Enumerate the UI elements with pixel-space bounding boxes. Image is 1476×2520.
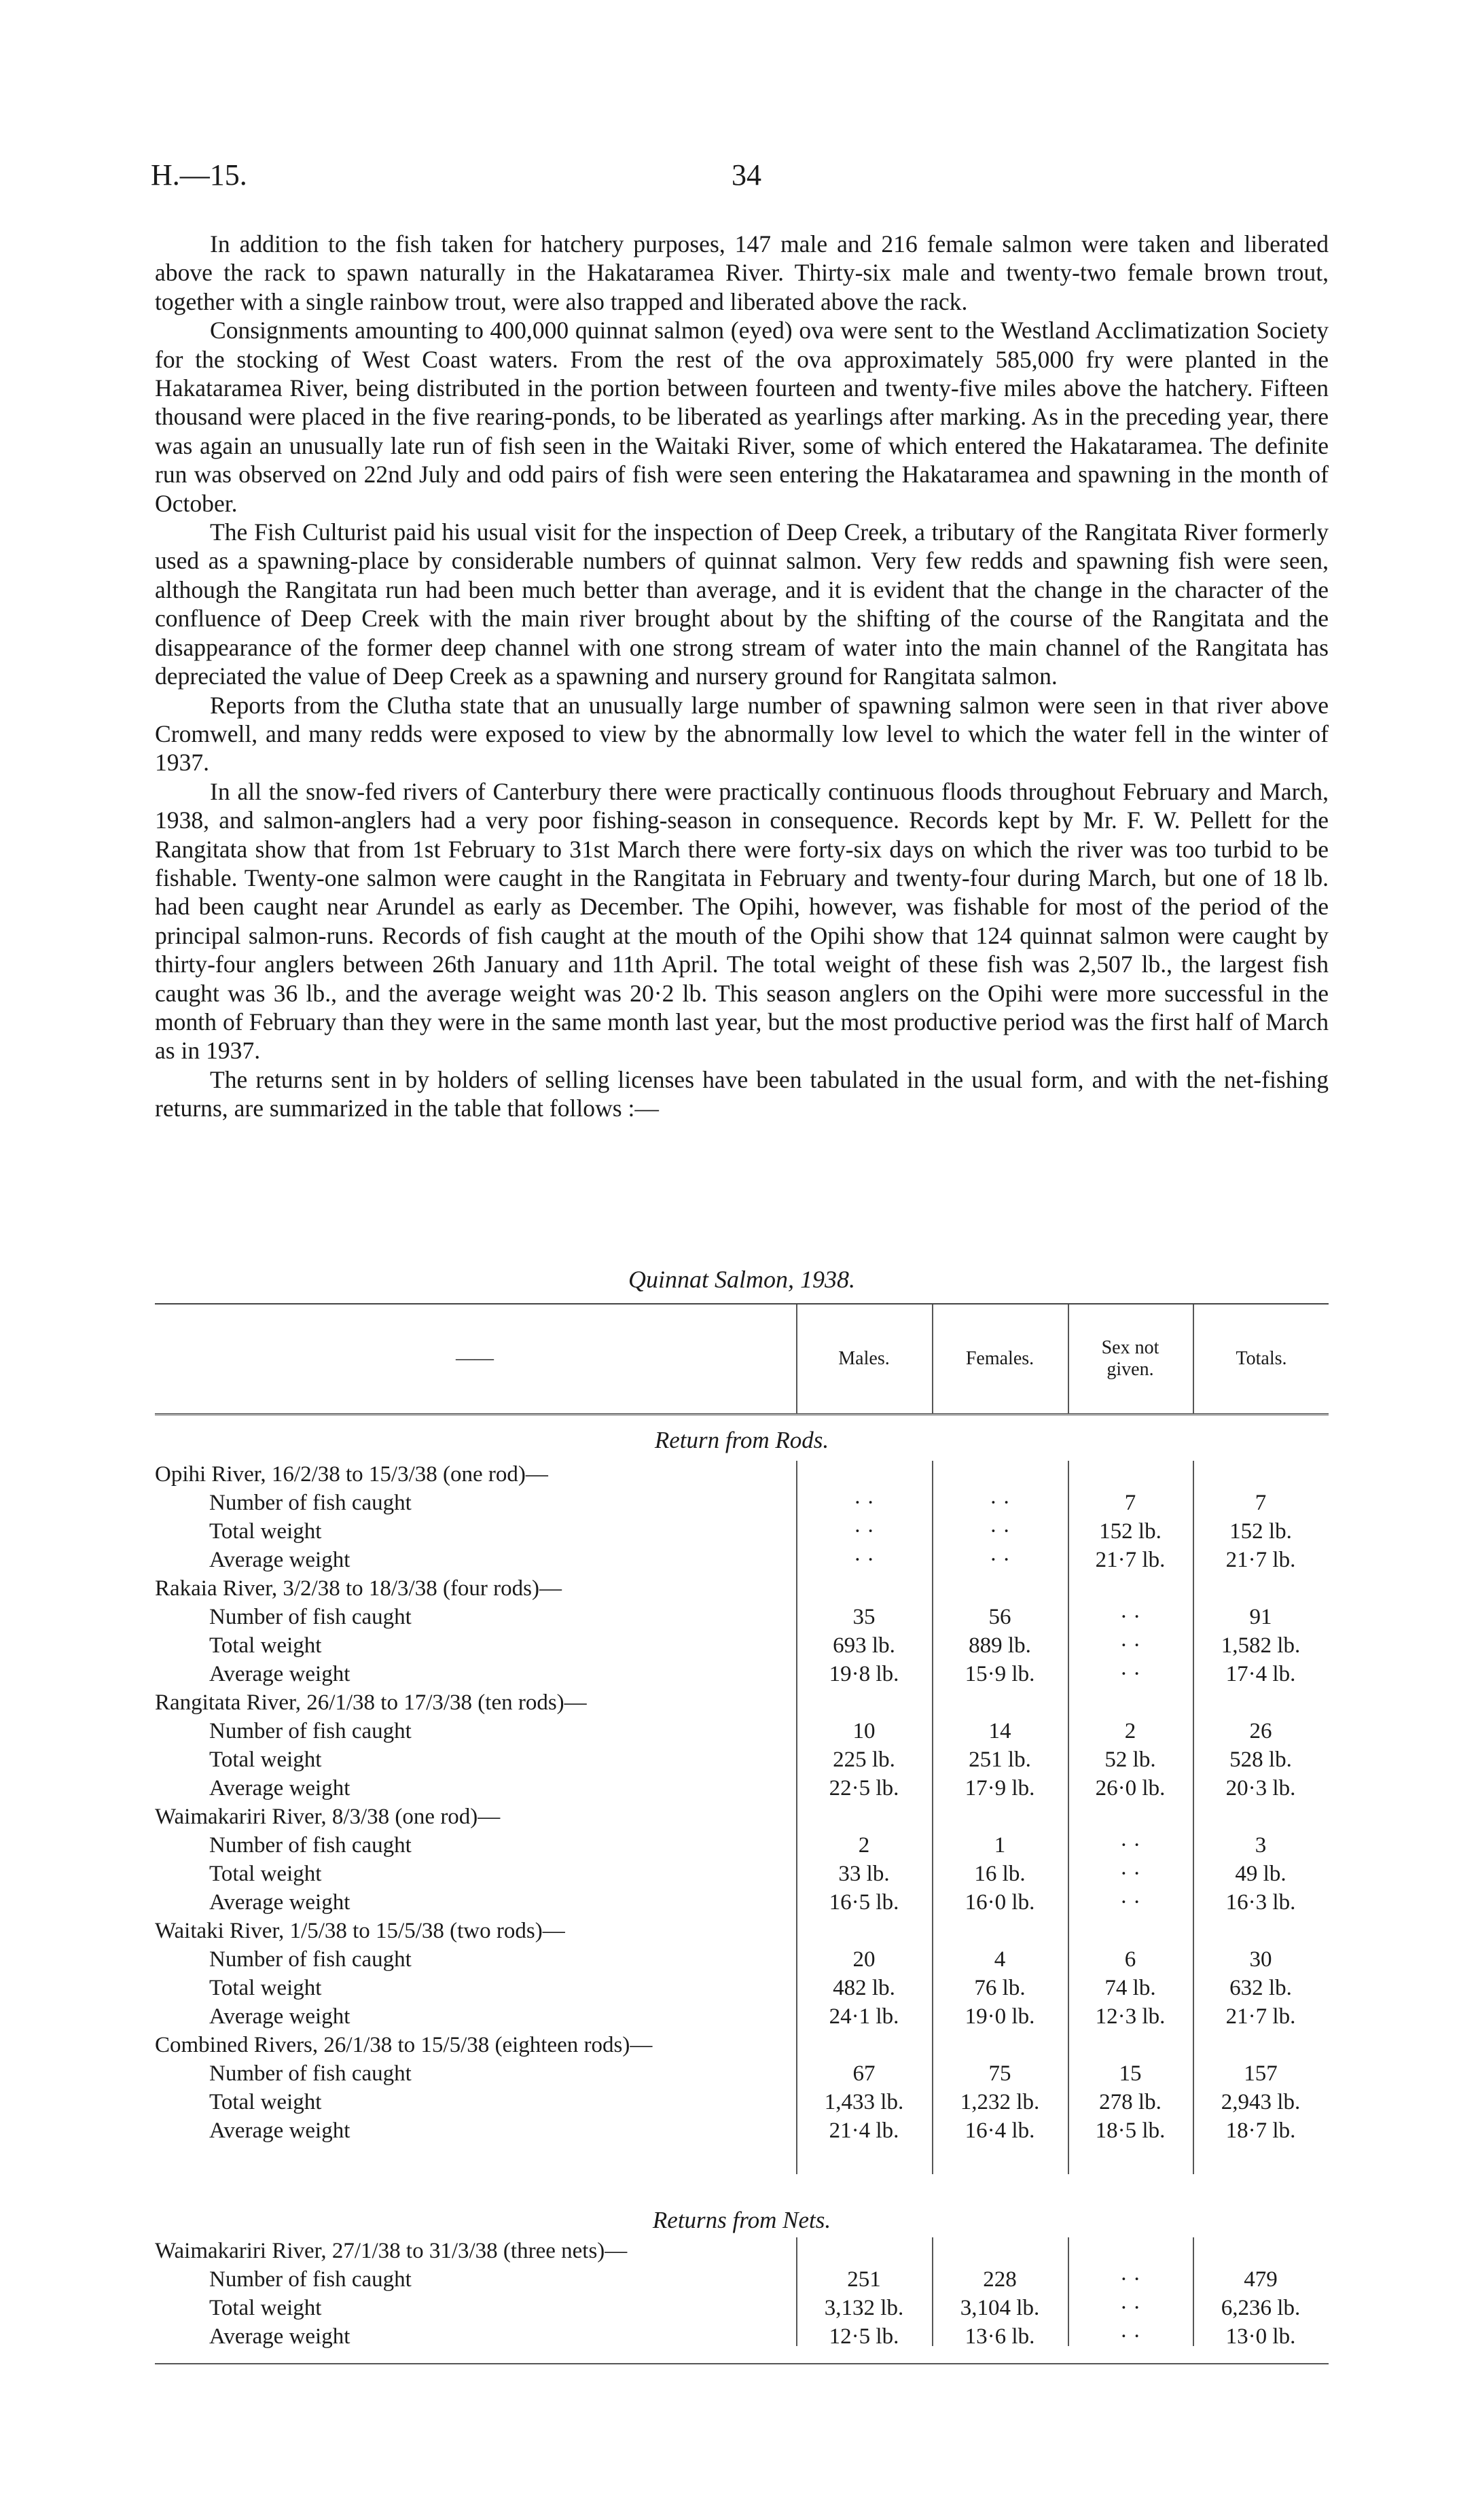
females-cell: 13·6 lb. <box>965 2324 1035 2349</box>
sex-not-given-cell: · · <box>1119 1662 1141 1686</box>
section-title-nets: Returns from Nets. <box>652 2207 831 2233</box>
paragraph: The returns sent in by holders of selling licenses have been tabulated in the usual form, and with the net-fishing returns, are summarized in the table that follows :— <box>155 1065 1329 1122</box>
males-cell: 20 <box>852 1947 876 1972</box>
row-label: Total weight <box>209 1633 322 1658</box>
row-label: Total weight <box>209 2090 322 2114</box>
males-cell: 22·5 lb. <box>829 1776 899 1800</box>
females-cell: 76 lb. <box>974 1976 1026 2000</box>
column-divider <box>932 1305 933 1413</box>
totals-cell: 21·7 lb. <box>1225 2004 1296 2029</box>
totals-cell: 18·7 lb. <box>1225 2118 1296 2143</box>
row-label: Number of fish caught <box>209 1719 412 1743</box>
totals-cell: 6,236 lb. <box>1221 2296 1301 2320</box>
page-header <box>151 158 1333 198</box>
totals-cell: 20·3 lb. <box>1225 1776 1296 1800</box>
females-cell: 15·9 lb. <box>965 1662 1035 1686</box>
row-label: Waimakariri River, 8/3/38 (one rod)— <box>155 1805 501 1829</box>
table-row <box>155 2294 1329 2322</box>
column-divider <box>796 1305 797 1413</box>
table-group-row <box>155 2237 1329 2265</box>
table-row <box>155 1860 1329 1888</box>
males-cell: 1,433 lb. <box>824 2090 904 2114</box>
table-row <box>155 2003 1329 2031</box>
sex-not-given-cell: 2 <box>1124 1719 1136 1743</box>
table-row <box>155 1746 1329 1774</box>
females-cell: 3,104 lb. <box>960 2296 1040 2320</box>
females-cell: · · <box>989 1519 1011 1544</box>
totals-cell: 13·0 lb. <box>1225 2324 1296 2349</box>
table-row <box>155 1718 1329 1745</box>
females-cell: 228 <box>983 2267 1017 2292</box>
table-row <box>155 2323 1329 2351</box>
females-cell: 56 <box>988 1605 1011 1629</box>
table-row <box>155 1546 1329 1574</box>
page-number: 34 <box>732 158 761 192</box>
row-label: Waimakariri River, 27/1/38 to 31/3/38 (three nets)— <box>155 2239 628 2263</box>
table-group-row <box>155 1461 1329 1489</box>
paragraph: Consignments amounting to 400,000 quinnat salmon (eyed) ova were sent to the Westland Acclimatization Society for the stocking of West Coast waters. From the rest of the ova approximately 585,000 fry were planted in the Hakataramea River, being distributed in the portion between fourteen and twenty-five miles above the hatchery. Fifteen thousand were placed in the five rearing-ponds, to be liberated as yearlings after marking. As in the preceding year, there was again an unusually late run of fish seen in the Waitaki River, some of which entered the Hakataramea. The definite run was observed on 22nd July and odd pairs of fish were seen entering the Hakataramea and spawning in the month of October. <box>155 317 1329 517</box>
males-cell: 19·8 lb. <box>829 1662 899 1686</box>
column-divider <box>932 1461 933 2174</box>
section-title-rods: Return from Rods. <box>654 1427 829 1453</box>
table-row <box>155 1946 1329 1974</box>
table-header <box>155 1303 1329 1415</box>
row-label: Average weight <box>209 1890 350 1915</box>
males-cell: · · <box>853 1519 875 1544</box>
sex-not-given-cell: · · <box>1119 2267 1141 2292</box>
males-cell: 12·5 lb. <box>829 2324 899 2349</box>
table-row <box>155 1489 1329 1517</box>
sex-not-given-cell: 7 <box>1124 1491 1136 1515</box>
table-row <box>155 2089 1329 2116</box>
totals-cell: 91 <box>1249 1605 1272 1629</box>
totals-cell: 1,582 lb. <box>1221 1633 1301 1658</box>
row-label: Average weight <box>209 1662 350 1686</box>
row-label: Combined Rivers, 26/1/38 to 15/5/38 (eighteen rods)— <box>155 2033 653 2057</box>
table-title: Quinnat Salmon, 1938. <box>628 1266 855 1293</box>
males-cell: 693 lb. <box>833 1633 895 1658</box>
females-cell: 251 lb. <box>969 1747 1031 1772</box>
females-cell: 17·9 lb. <box>965 1776 1035 1800</box>
row-label: Waitaki River, 1/5/38 to 15/5/38 (two rods)— <box>155 1919 565 1943</box>
table-row <box>155 1775 1329 1803</box>
row-label: Rakaia River, 3/2/38 to 18/3/38 (four rods)— <box>155 1576 562 1601</box>
table-row <box>155 1974 1329 2002</box>
females-cell: 889 lb. <box>969 1633 1031 1658</box>
header-females: Females. <box>965 1348 1034 1369</box>
males-cell: 24·1 lb. <box>829 2004 899 2029</box>
row-label: Average weight <box>209 1776 350 1800</box>
males-cell: 67 <box>852 2061 876 2086</box>
sex-not-given-cell: · · <box>1119 2296 1141 2320</box>
table-row <box>155 1603 1329 1631</box>
row-label: Opihi River, 16/2/38 to 15/3/38 (one rod)— <box>155 1462 548 1487</box>
row-label: Total weight <box>209 1747 322 1772</box>
males-cell: 225 lb. <box>833 1747 895 1772</box>
totals-cell: 7 <box>1255 1491 1267 1515</box>
table-group-row <box>155 1575 1329 1603</box>
paragraph: In addition to the fish taken for hatchery purposes, 147 male and 216 female salmon were taken and liberated above the rack to spawn naturally in the Hakataramea River. Thirty-six male and twenty-two female brown trout, together with a single rainbow trout, were also trapped and liberated above the rack. <box>155 230 1329 315</box>
sex-not-given-cell: · · <box>1119 2324 1141 2349</box>
row-label: Number of fish caught <box>209 1491 412 1515</box>
females-cell: 16 lb. <box>974 1862 1026 1886</box>
row-label: Number of fish caught <box>209 2061 412 2086</box>
paragraph: The Fish Culturist paid his usual visit for the inspection of Deep Creek, a tributary of the Rangitata River formerly used as a spawning-place by considerable numbers of quinnat salmon. Very few redds and spawning fish were seen, although the Rangitata run had been much better than average, and it is evident that the change in the character of the confluence of Deep Creek with the main river brought about by the shifting of the course of the Rangitata and the disappearance of the former deep channel with one strong stream of water into the main channel of the Rangitata has depreciated the value of Deep Creek as a spawning and nursery ground for Rangitata salmon. <box>155 518 1329 690</box>
row-label: Total weight <box>209 1976 322 2000</box>
females-cell: 16·4 lb. <box>965 2118 1035 2143</box>
table-row <box>155 2060 1329 2088</box>
column-divider <box>1068 1305 1069 1413</box>
paragraph: Reports from the Clutha state that an unusually large number of spawning salmon were seen in that river above Cromwell, and many redds were exposed to view by the abnormally low level to which the water fell in the winter of 1937. <box>155 691 1329 777</box>
males-cell: 35 <box>852 1605 876 1629</box>
sex-not-given-cell: 152 lb. <box>1099 1519 1162 1544</box>
females-cell: 75 <box>988 2061 1011 2086</box>
column-divider <box>1193 1305 1194 1413</box>
row-label: Number of fish caught <box>209 2267 412 2292</box>
totals-cell: 528 lb. <box>1229 1747 1292 1772</box>
males-cell: 251 <box>847 2267 881 2292</box>
totals-cell: 152 lb. <box>1229 1519 1292 1544</box>
row-label: Number of fish caught <box>209 1947 412 1972</box>
table-group-row <box>155 2031 1329 2059</box>
females-cell: 14 <box>988 1719 1011 1743</box>
paragraph: In all the snow-fed rivers of Canterbury there were practically continuous floods throughout February and March, 1938, and salmon-anglers had a very poor fishing-season in consequence. Records kept by Mr. F. W. Pellett for the Rangitata show that from 1st February to 31st March there were forty-six days on which the river was too turbid to be fishable. Twenty-one salmon were caught in the Rangitata in February and twenty-four during March, but one of 18 lb. had been caught near Arundel as early as December. The Opihi, however, was fishable for most of the period of the principal salmon-runs. Records of fish caught at the mouth of the Opihi show that 124 quinnat salmon were caught by thirty-four anglers between 26th January and 11th April. The total weight of these fish was 2,507 lb., the largest fish caught was 36 lb., and the average weight was 20·2 lb. This season anglers on the Opihi were more successful in the month of February than they were in the same month last year, but the most productive period was the first half of March as in 1937. <box>155 777 1329 1065</box>
row-label: Total weight <box>209 1519 322 1544</box>
males-cell: 3,132 lb. <box>824 2296 904 2320</box>
females-cell: 4 <box>994 1947 1006 1972</box>
table-row <box>155 1832 1329 1860</box>
females-cell: 19·0 lb. <box>965 2004 1035 2029</box>
totals-cell: 26 <box>1249 1719 1272 1743</box>
sex-not-given-cell: 278 lb. <box>1099 2090 1162 2114</box>
row-label: Rangitata River, 26/1/38 to 17/3/38 (ten rods)— <box>155 1690 587 1715</box>
table-group-row <box>155 1803 1329 1831</box>
salmon-table <box>155 1303 1329 2349</box>
totals-cell: 157 <box>1244 2061 1278 2086</box>
column-divider <box>1193 2237 1194 2346</box>
totals-cell: 17·4 lb. <box>1225 1662 1296 1686</box>
column-divider <box>1193 1461 1194 2174</box>
totals-cell: 30 <box>1249 1947 1272 1972</box>
sex-not-given-cell: · · <box>1119 1633 1141 1658</box>
sex-not-given-cell: 74 lb. <box>1104 1976 1156 2000</box>
table-row <box>155 1661 1329 1688</box>
table-row <box>155 2266 1329 2294</box>
totals-cell: 479 <box>1244 2267 1278 2292</box>
header-blank: —— <box>456 1348 494 1369</box>
totals-cell: 632 lb. <box>1229 1976 1292 2000</box>
females-cell: · · <box>989 1548 1011 1572</box>
column-divider <box>796 2237 797 2346</box>
table-row <box>155 1632 1329 1660</box>
males-cell: 10 <box>852 1719 876 1743</box>
column-divider <box>932 2237 933 2346</box>
row-label: Number of fish caught <box>209 1605 412 1629</box>
sex-not-given-cell: 52 lb. <box>1104 1747 1156 1772</box>
sex-not-given-cell: 6 <box>1124 1947 1136 1972</box>
males-cell: · · <box>853 1548 875 1572</box>
totals-cell: 21·7 lb. <box>1225 1548 1296 1572</box>
table-row <box>155 2117 1329 2145</box>
females-cell: · · <box>989 1491 1011 1515</box>
row-label: Average weight <box>209 2118 350 2143</box>
totals-cell: 16·3 lb. <box>1225 1890 1296 1915</box>
males-cell: 16·5 lb. <box>829 1890 899 1915</box>
table-group-row <box>155 1689 1329 1717</box>
males-cell: 2 <box>858 1833 870 1858</box>
table-bottom-rule <box>155 2363 1329 2364</box>
header-sex-not-given: Sex not given. <box>1101 1337 1159 1380</box>
sex-not-given-cell: · · <box>1119 1605 1141 1629</box>
row-label: Number of fish caught <box>209 1833 412 1858</box>
header-totals: Totals. <box>1236 1348 1287 1369</box>
females-cell: 1 <box>994 1833 1006 1858</box>
column-divider <box>796 1461 797 2174</box>
sex-not-given-cell: · · <box>1119 1833 1141 1858</box>
table-group-row <box>155 1917 1329 1945</box>
row-label: Average weight <box>209 2324 350 2349</box>
header-males: Males. <box>838 1348 890 1369</box>
totals-cell: 2,943 lb. <box>1221 2090 1301 2114</box>
table-row <box>155 1889 1329 1917</box>
totals-cell: 3 <box>1255 1833 1267 1858</box>
document-id: H.—15. <box>151 158 247 192</box>
row-label: Total weight <box>209 2296 322 2320</box>
females-cell: 1,232 lb. <box>960 2090 1040 2114</box>
sex-not-given-cell: · · <box>1119 1862 1141 1886</box>
row-label: Average weight <box>209 1548 350 1572</box>
totals-cell: 49 lb. <box>1235 1862 1286 1886</box>
sex-not-given-cell: 21·7 lb. <box>1095 1548 1166 1572</box>
males-cell: · · <box>853 1491 875 1515</box>
sex-not-given-cell: 18·5 lb. <box>1095 2118 1166 2143</box>
column-divider <box>1068 1461 1069 2174</box>
column-divider <box>1068 2237 1069 2346</box>
males-cell: 21·4 lb. <box>829 2118 899 2143</box>
males-cell: 482 lb. <box>833 1976 895 2000</box>
sex-not-given-cell: 26·0 lb. <box>1095 1776 1166 1800</box>
table-row <box>155 1518 1329 1546</box>
body-text <box>155 230 1329 1123</box>
females-cell: 16·0 lb. <box>965 1890 1035 1915</box>
row-label: Average weight <box>209 2004 350 2029</box>
males-cell: 33 lb. <box>838 1862 890 1886</box>
sex-not-given-cell: 15 <box>1119 2061 1142 2086</box>
sex-not-given-cell: 12·3 lb. <box>1095 2004 1166 2029</box>
row-label: Total weight <box>209 1862 322 1886</box>
sex-not-given-cell: · · <box>1119 1890 1141 1915</box>
